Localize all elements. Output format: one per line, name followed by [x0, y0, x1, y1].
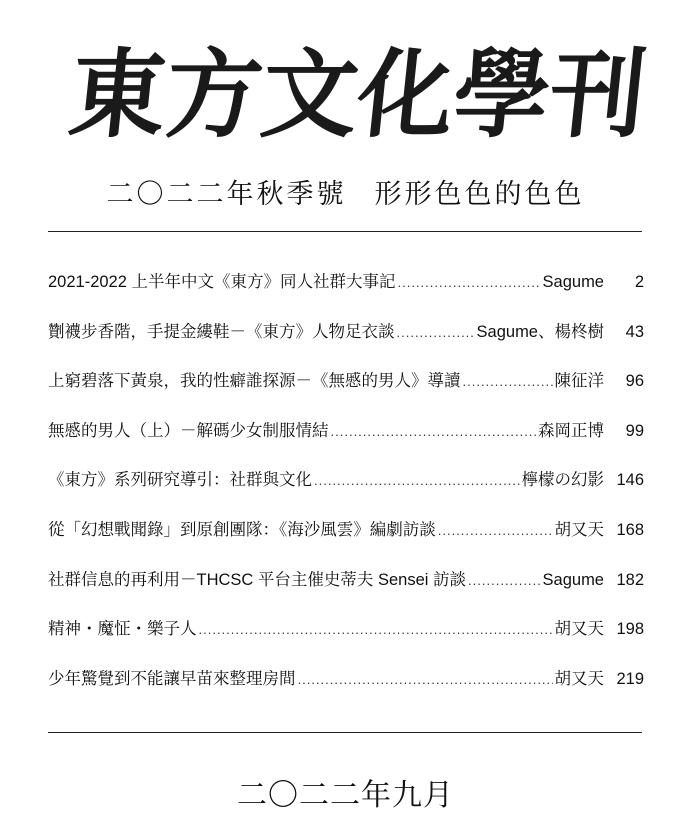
toc-title: 2021-2022 上半年中文《東方》同人社群大事記 [48, 273, 396, 291]
top-divider [48, 231, 642, 232]
toc-leader [331, 424, 537, 439]
publication-date: 二〇二二年九月 [237, 778, 454, 813]
toc-author: 胡又天 [554, 520, 604, 539]
toc-title: 無慼的男人（上）－解碼少女制服情結 [48, 421, 329, 440]
toc-entry[interactable] [48, 516, 644, 566]
masthead-logo [64, 30, 652, 160]
toc-page: 2 [634, 273, 644, 291]
toc-page: 146 [616, 471, 644, 490]
toc-leader [463, 374, 553, 389]
toc-author: 胡又天 [554, 669, 604, 688]
toc-leader [398, 275, 541, 290]
toc-entry[interactable] [48, 466, 644, 516]
toc-page: 219 [616, 669, 644, 688]
toc-entry[interactable] [48, 268, 644, 318]
toc-page: 182 [616, 570, 644, 589]
toc-author: 森岡正博 [538, 421, 604, 440]
toc-author: 檸檬の幻影 [521, 471, 604, 490]
toc-page: 96 [625, 372, 644, 391]
issue-season: 二〇二二年秋季號 [106, 179, 347, 210]
toc-author: Sagume、楊柊樹 [476, 322, 604, 341]
toc-page: 198 [616, 620, 644, 639]
toc-entry[interactable] [48, 367, 644, 417]
issue-line [0, 172, 691, 211]
masthead-char: 文 [256, 38, 364, 151]
toc-page: 168 [616, 520, 644, 539]
masthead-char: 刊 [544, 38, 652, 151]
toc-entry[interactable] [48, 665, 644, 715]
toc-leader [438, 523, 553, 538]
masthead-char: 化 [352, 38, 460, 151]
toc-author: 胡又天 [554, 620, 604, 639]
toc-title: 《東方》系列研究導引：社群與文化 [48, 471, 312, 490]
bottom-divider [48, 732, 642, 733]
toc-page: 43 [625, 322, 644, 341]
masthead-char: 東 [64, 38, 172, 151]
toc-title: 從「幻想戰聞錄」到原創團隊：《海沙風雲》編劇訪談 [48, 520, 436, 539]
toc-entry[interactable] [48, 417, 644, 467]
toc-leader [314, 473, 520, 488]
toc-author: Sagume [542, 273, 604, 291]
toc-entry[interactable] [48, 318, 644, 368]
issue-theme: 形形色色的色色 [374, 179, 585, 210]
table-of-contents [48, 268, 644, 714]
toc-page: 99 [625, 421, 644, 440]
toc-leader [298, 672, 553, 687]
toc-author: 陳征洋 [554, 372, 604, 391]
toc-leader [468, 573, 540, 588]
toc-leader [199, 622, 553, 637]
toc-title: 劗襪步香階，手提金縷鞋－《東方》人物足衣談 [48, 322, 395, 341]
toc-title: 上窮碧落下黃泉，我的性癖誰探源－《無慼的男人》導讀 [48, 372, 461, 391]
toc-title: 少年驚覺到不能讓早苗來整理房間 [48, 669, 296, 688]
toc-leader [397, 325, 475, 340]
masthead-char: 學 [448, 38, 556, 151]
masthead-char: 方 [160, 38, 268, 151]
toc-entry[interactable] [48, 566, 644, 616]
toc-author: Sagume [542, 570, 604, 589]
toc-title: 社群信息的再利用－THCSC 平台主催史蒂夫 Sensei 訪談 [48, 570, 467, 589]
toc-entry[interactable] [48, 615, 644, 665]
toc-title: 精神・魔怔・樂子人 [48, 620, 197, 639]
